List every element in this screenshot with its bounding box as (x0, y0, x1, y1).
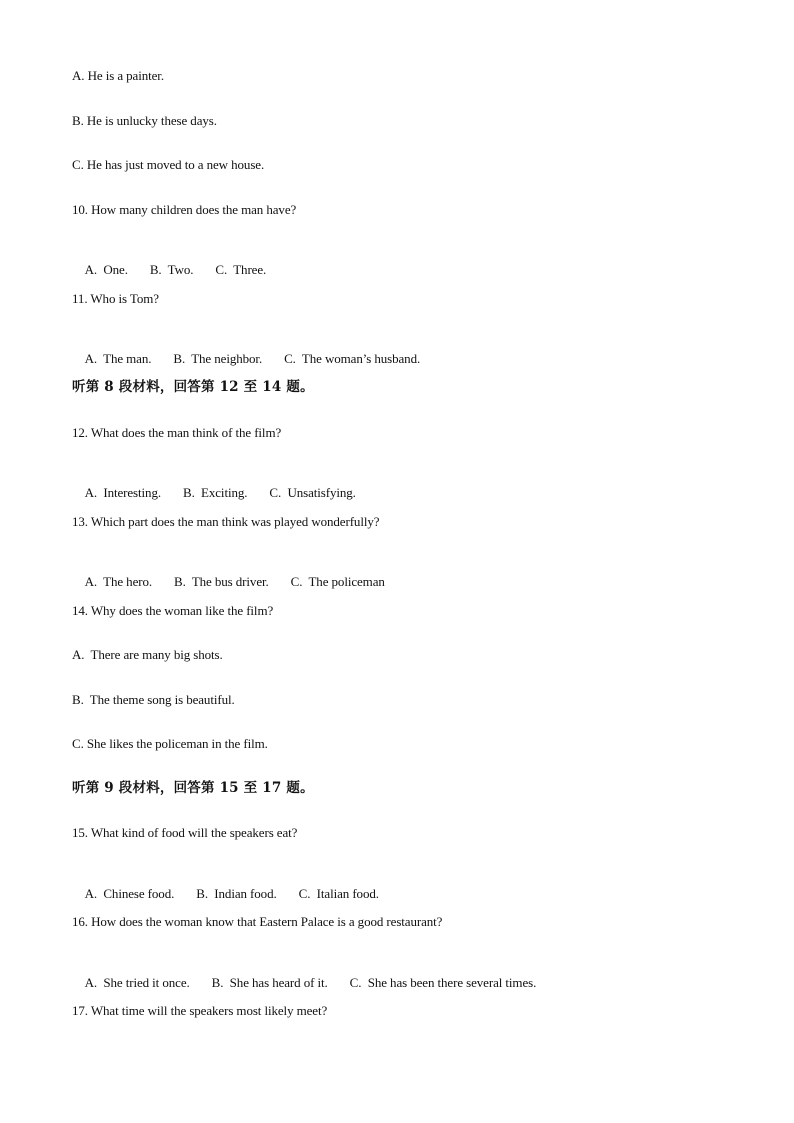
q14-option-b: B. The theme song is beautiful. (72, 692, 235, 707)
q13-option-a: A. The hero. (84, 574, 153, 589)
q16-option-b: B. She has heard of it. (211, 975, 328, 990)
section-heading-8: 听第 8 段材料，回答第 12 至 14 题。 (72, 379, 314, 395)
q10-option-a: A. One. (84, 262, 128, 277)
q12-option-b: B. Exciting. (183, 485, 248, 500)
section-heading-9: 听第 9 段材料，回答第 15 至 17 题。 (72, 780, 314, 796)
q11-option-b: B. The neighbor. (173, 351, 263, 366)
q9-option-c: C. He has just moved to a new house. (72, 157, 265, 172)
question-11: 11. Who is Tom? (72, 291, 159, 306)
q12-option-a: A. Interesting. (84, 485, 161, 500)
question-12-options (72, 469, 356, 517)
question-16: 16. How does the woman know that Eastern Palace is a good restaurant? (72, 914, 443, 929)
q10-option-c: C. Three. (215, 262, 267, 277)
q15-option-c: C. Italian food. (298, 886, 379, 901)
question-17: 17. What time will the speakers most likely meet? (72, 1003, 328, 1018)
question-15-options (72, 870, 379, 918)
q14-option-a: A. There are many big shots. (72, 647, 223, 662)
q9-option-b: B. He is unlucky these days. (72, 113, 217, 128)
question-13: 13. Which part does the man think was played wonderfully? (72, 514, 380, 529)
q11-option-c: C. The woman’s husband. (284, 351, 421, 366)
question-12: 12. What does the man think of the film? (72, 425, 282, 440)
q13-option-c: C. The policeman (290, 574, 385, 589)
question-15: 15. What kind of food will the speakers eat? (72, 825, 298, 840)
question-10: 10. How many children does the man have? (72, 202, 297, 217)
q13-option-b: B. The bus driver. (174, 574, 269, 589)
q16-option-a: A. She tried it once. (84, 975, 190, 990)
q10-option-b: B. Two. (149, 262, 194, 277)
question-14: 14. Why does the woman like the film? (72, 603, 274, 618)
question-13-options (72, 558, 385, 606)
question-10-options (72, 246, 266, 294)
q15-option-b: B. Indian food. (196, 886, 277, 901)
q16-option-c: C. She has been there several times. (349, 975, 537, 990)
q14-option-c: C. She likes the policeman in the film. (72, 736, 268, 751)
question-11-options (72, 335, 420, 383)
question-16-options (72, 959, 536, 1007)
q9-option-a: A. He is a painter. (72, 68, 164, 83)
q11-option-a: A. The man. (84, 351, 152, 366)
q12-option-c: C. Unsatisfying. (269, 485, 356, 500)
q15-option-a: A. Chinese food. (84, 886, 175, 901)
